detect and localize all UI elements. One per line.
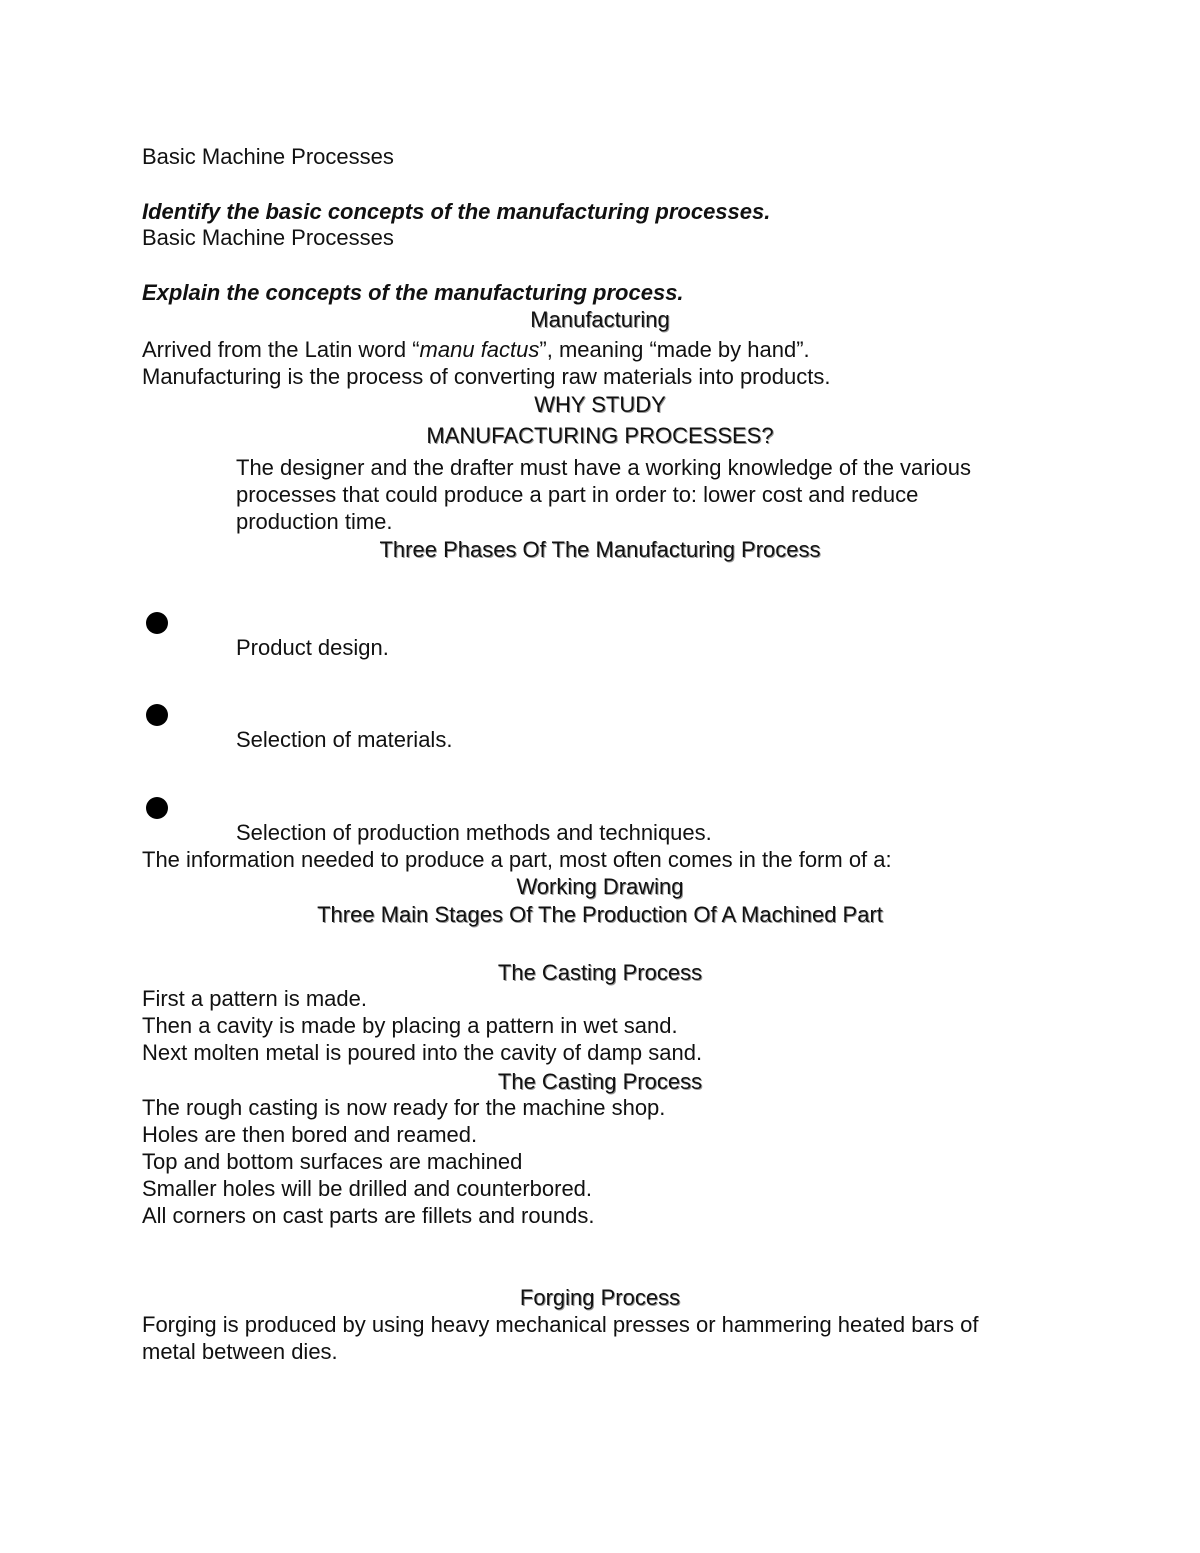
bullet-icon xyxy=(146,797,168,819)
section-subtitle: Basic Machine Processes xyxy=(142,225,394,250)
phase-item: Selection of production methods and techniques. xyxy=(236,820,712,845)
designer-text-line: production time. xyxy=(236,509,393,534)
casting-step: Next molten metal is poured into the cavity of damp sand. xyxy=(142,1040,703,1065)
bullet-icon xyxy=(146,612,168,634)
latin-term: manu factus xyxy=(419,337,540,362)
casting-step-2: Smaller holes will be drilled and counterbored. xyxy=(142,1176,593,1201)
why-study-heading-line2: MANUFACTURING PROCESSES? xyxy=(426,423,774,448)
casting-step-2: Holes are then bored and reamed. xyxy=(142,1122,478,1147)
manufacturing-definition: Manufacturing is the process of converting raw materials into products. xyxy=(142,364,831,389)
latin-suffix: ”, meaning “made by hand”. xyxy=(539,337,810,362)
casting-step-2: Top and bottom surfaces are machined xyxy=(142,1149,523,1174)
why-study-heading-line1: WHY STUDY xyxy=(534,392,666,417)
designer-text-line: processes that could produce a part in order to: lower cost and reduce xyxy=(236,482,919,507)
latin-prefix: Arrived from the Latin word “ xyxy=(142,337,420,362)
stages-heading: Three Main Stages Of The Production Of A Machined Part xyxy=(317,902,883,927)
working-drawing-heading: Working Drawing xyxy=(516,874,684,899)
objective-explain: Explain the concepts of the manufacturing process. xyxy=(142,280,684,305)
latin-origin-line xyxy=(142,339,810,361)
casting-step-2: The rough casting is now ready for the machine shop. xyxy=(142,1095,666,1120)
casting-step: First a pattern is made. xyxy=(142,986,367,1011)
bullet-icon xyxy=(146,704,168,726)
designer-text-line: The designer and the drafter must have a working knowledge of the various xyxy=(236,455,971,480)
forging-text-line: Forging is produced by using heavy mechanical presses or hammering heated bars of xyxy=(142,1312,979,1337)
casting-step: Then a cavity is made by placing a pattern in wet sand. xyxy=(142,1013,678,1038)
phases-heading: Three Phases Of The Manufacturing Process xyxy=(379,537,821,562)
document-title: Basic Machine Processes xyxy=(142,144,394,169)
phase-item: Selection of materials. xyxy=(236,727,453,752)
forging-text-line: metal between dies. xyxy=(142,1339,338,1364)
casting-step-2: All corners on cast parts are fillets and rounds. xyxy=(142,1203,595,1228)
phase-item: Product design. xyxy=(236,635,389,660)
casting-heading-2: The Casting Process xyxy=(497,1069,703,1094)
info-line: The information needed to produce a part, most often comes in the form of a: xyxy=(142,847,892,872)
forging-heading: Forging Process xyxy=(519,1285,681,1310)
objective-identify: Identify the basic concepts of the manufacturing processes. xyxy=(142,199,771,224)
heading-manufacturing: Manufacturing xyxy=(530,307,670,332)
casting-heading: The Casting Process xyxy=(497,960,703,985)
